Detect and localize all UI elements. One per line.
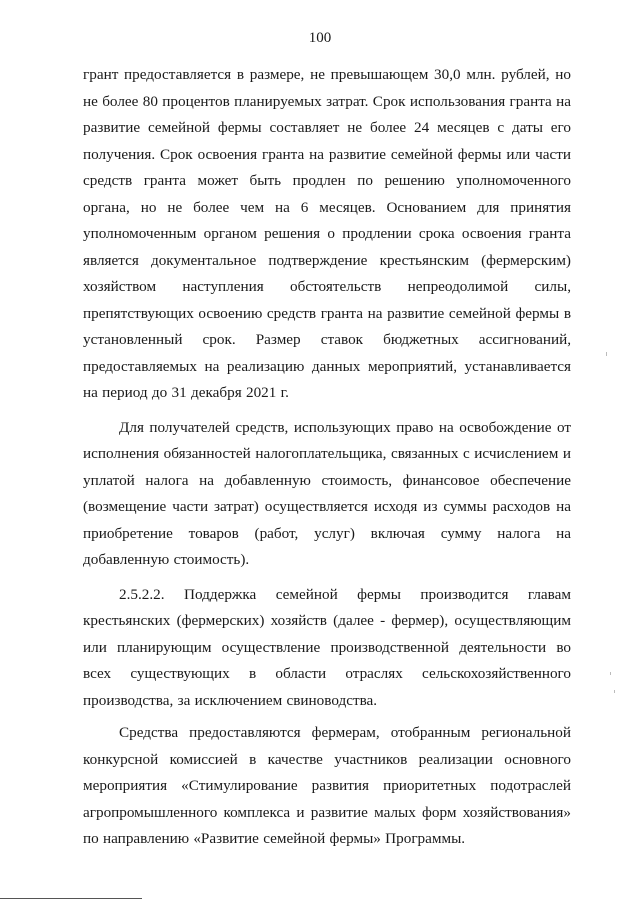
- scan-artifact-mark: [610, 672, 611, 675]
- scan-artifact-mark: [606, 352, 607, 356]
- paragraph-funds-provision: Средства предоставляются фермерам, отобранным региональной конкурсной комиссией в качестве участников реализации основного мероприятия «Стимулирование развития приоритетных подотраслей агропромышленного комплекса и развитие малых форм хозяйствования» по направлению «Развитие семейной фермы» Программы.: [83, 724, 571, 847]
- scan-artifact-mark: [614, 690, 615, 693]
- footer-rule: [0, 898, 142, 899]
- paragraph-vat-exemption: Для получателей средств, использующих право на освобождение от исполнения обязанностей налогоплательщика, связанных с исчислением и уплатой налога на добавленную стоимость, финансовое обеспечение (возмещение части затрат) осуществляется исходя из суммы расходов на приобретение товаров (работ, услуг) включая сумму налога на добавленную стоимость).: [83, 418, 571, 568]
- document-body: [83, 62, 571, 853]
- paragraph-grant-terms: грант предоставляется в размере, не превышающем 30,0 млн. рублей, но не более 80 процентов планируемых затрат. Срок использования гранта на развитие семейной фермы составляет не более 24 месяцев с даты его получения. Срок освоения гранта на развитие семейной фермы или части средств гранта может быть продлен по решению уполномоченного органа, но не более чем на 6 месяцев. Основанием для принятия уполномоченным органом решения о продлении срока освоения гранта является документальное подтверждение крестьянским (фермерским) хозяйством наступления обстоятельств непреодолимой силы, препятствующих освоению средств гранта на развитие семейной фермы в установленный срок. Размер ставок бюджетных ассигнований, предоставляемых на реализацию данных мероприятий, устанавливается на период до 31 декабря 2021 г.: [83, 66, 571, 401]
- page-number: 100: [308, 30, 332, 46]
- paragraph-family-farm-support: 2.5.2.2. Поддержка семейной фермы производится главам крестьянских (фермерских) хозяйств (далее - фермер), осуществляющим или планирующим осуществление производственной деятельности во всех существующих в области отраслях сельскохозяйственного производства, за исключением свиноводства.: [83, 585, 571, 709]
